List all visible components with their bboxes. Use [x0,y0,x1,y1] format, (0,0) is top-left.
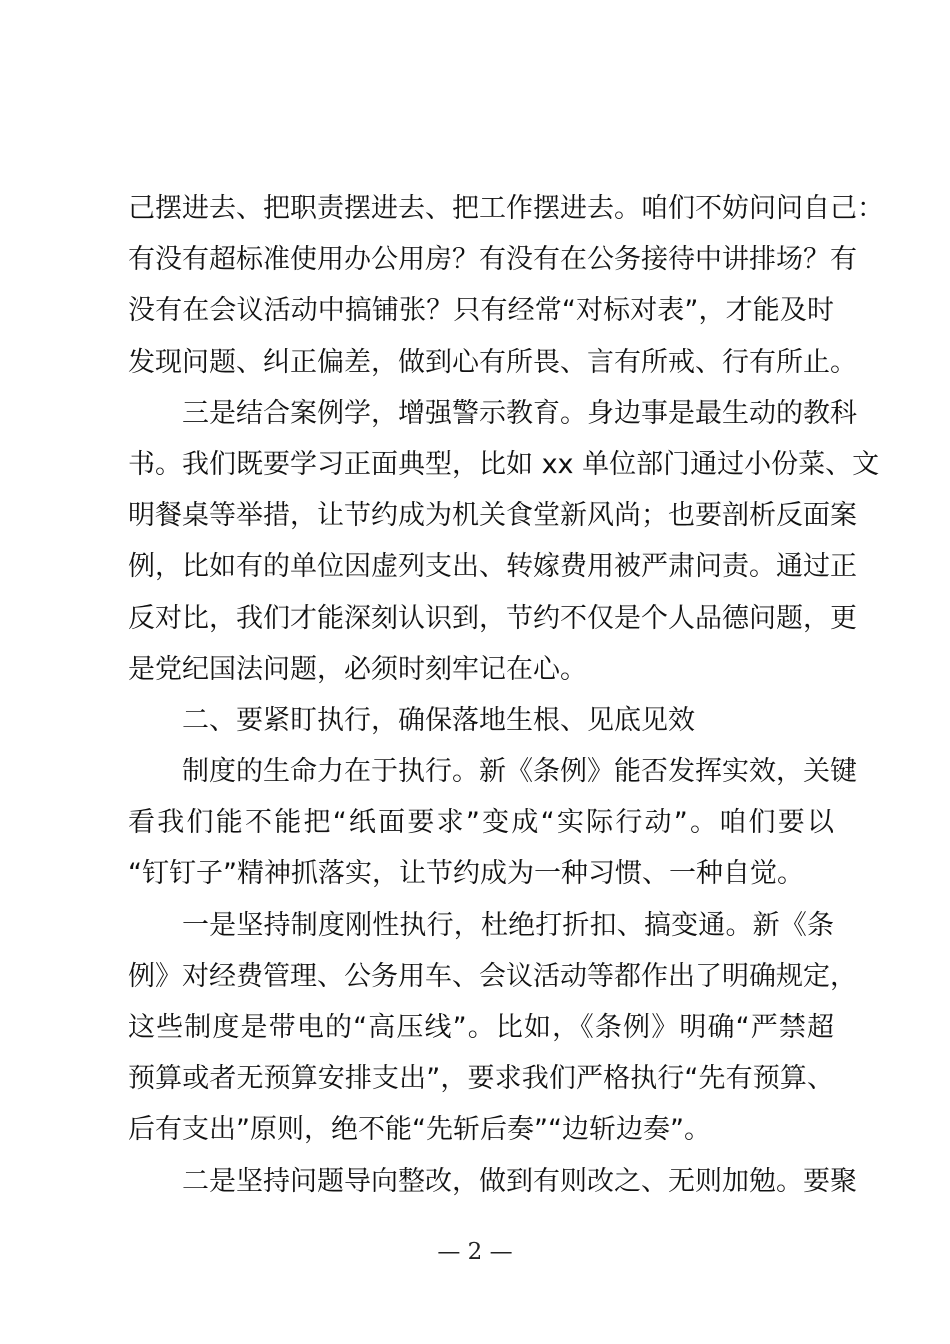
body-line-1: 己摆进去、把职责摆进去、把工作摆进去。咱们不妨问问自己： [128,193,884,224]
body-line-4: 发现问题、纠正偏差，做到心有所畏、言有所戒、行有所止。 [128,346,857,378]
body-line-13: 看我们能不能把“纸面要求”变成“实际行动”。咱们要以 [128,807,834,839]
body-line-19: 后有支出”原则，绝不能“先斩后奏”“边斩边奏”。 [128,1114,711,1146]
page-number: — 2 — [437,1239,513,1265]
body-line-9: 反对比，我们才能深刻认识到，节约不仅是个人品德问题，更 [128,602,857,634]
body-line-8: 例，比如有的单位因虚列支出、转嫁费用被严肃问责。通过正 [128,551,857,583]
body-line-2: 有没有超标准使用办公用房？有没有在公务接待中讲排场？有 [128,244,857,276]
body-line-20: 二是坚持问题导向整改，做到有则改之、无则加勉。要聚 [182,1165,857,1197]
body-line-14: “钉钉子”精神抓落实，让节约成为一种习惯、一种自觉。 [128,858,804,890]
body-line-18: 预算或者无预算安排支出”，要求我们严格执行“先有预算、 [128,1063,834,1095]
body-line-7: 明餐桌等举措，让节约成为机关食堂新风尚；也要剖析反面案 [128,500,857,532]
body-line-17: 这些制度是带电的“高压线”。比如，《条例》明确“严禁超 [128,1012,834,1043]
section-heading: 二、要紧盯执行，确保落地生根、见底见效 [182,704,695,736]
body-line-5: 三是结合案例学，增强警示教育。身边事是最生动的教科 [182,397,857,429]
body-line-12: 制度的生命力在于执行。新《条例》能否发挥实效，关键 [182,756,857,788]
body-line-10: 是党纪国法问题，必须时刻牢记在心。 [128,653,587,685]
document-body [128,183,884,1207]
body-line-6: 书。我们既要学习正面典型，比如 xx 单位部门通过小份菜、文 [128,448,880,480]
body-line-16: 例》对经费管理、公务用车、会议活动等都作出了明确规定， [128,960,857,992]
body-line-3: 没有在会议活动中搞铺张？只有经常“对标对表”，才能及时 [128,295,834,327]
body-line-15: 一是坚持制度刚性执行，杜绝打折扣、搞变通。新《条 [182,909,834,941]
